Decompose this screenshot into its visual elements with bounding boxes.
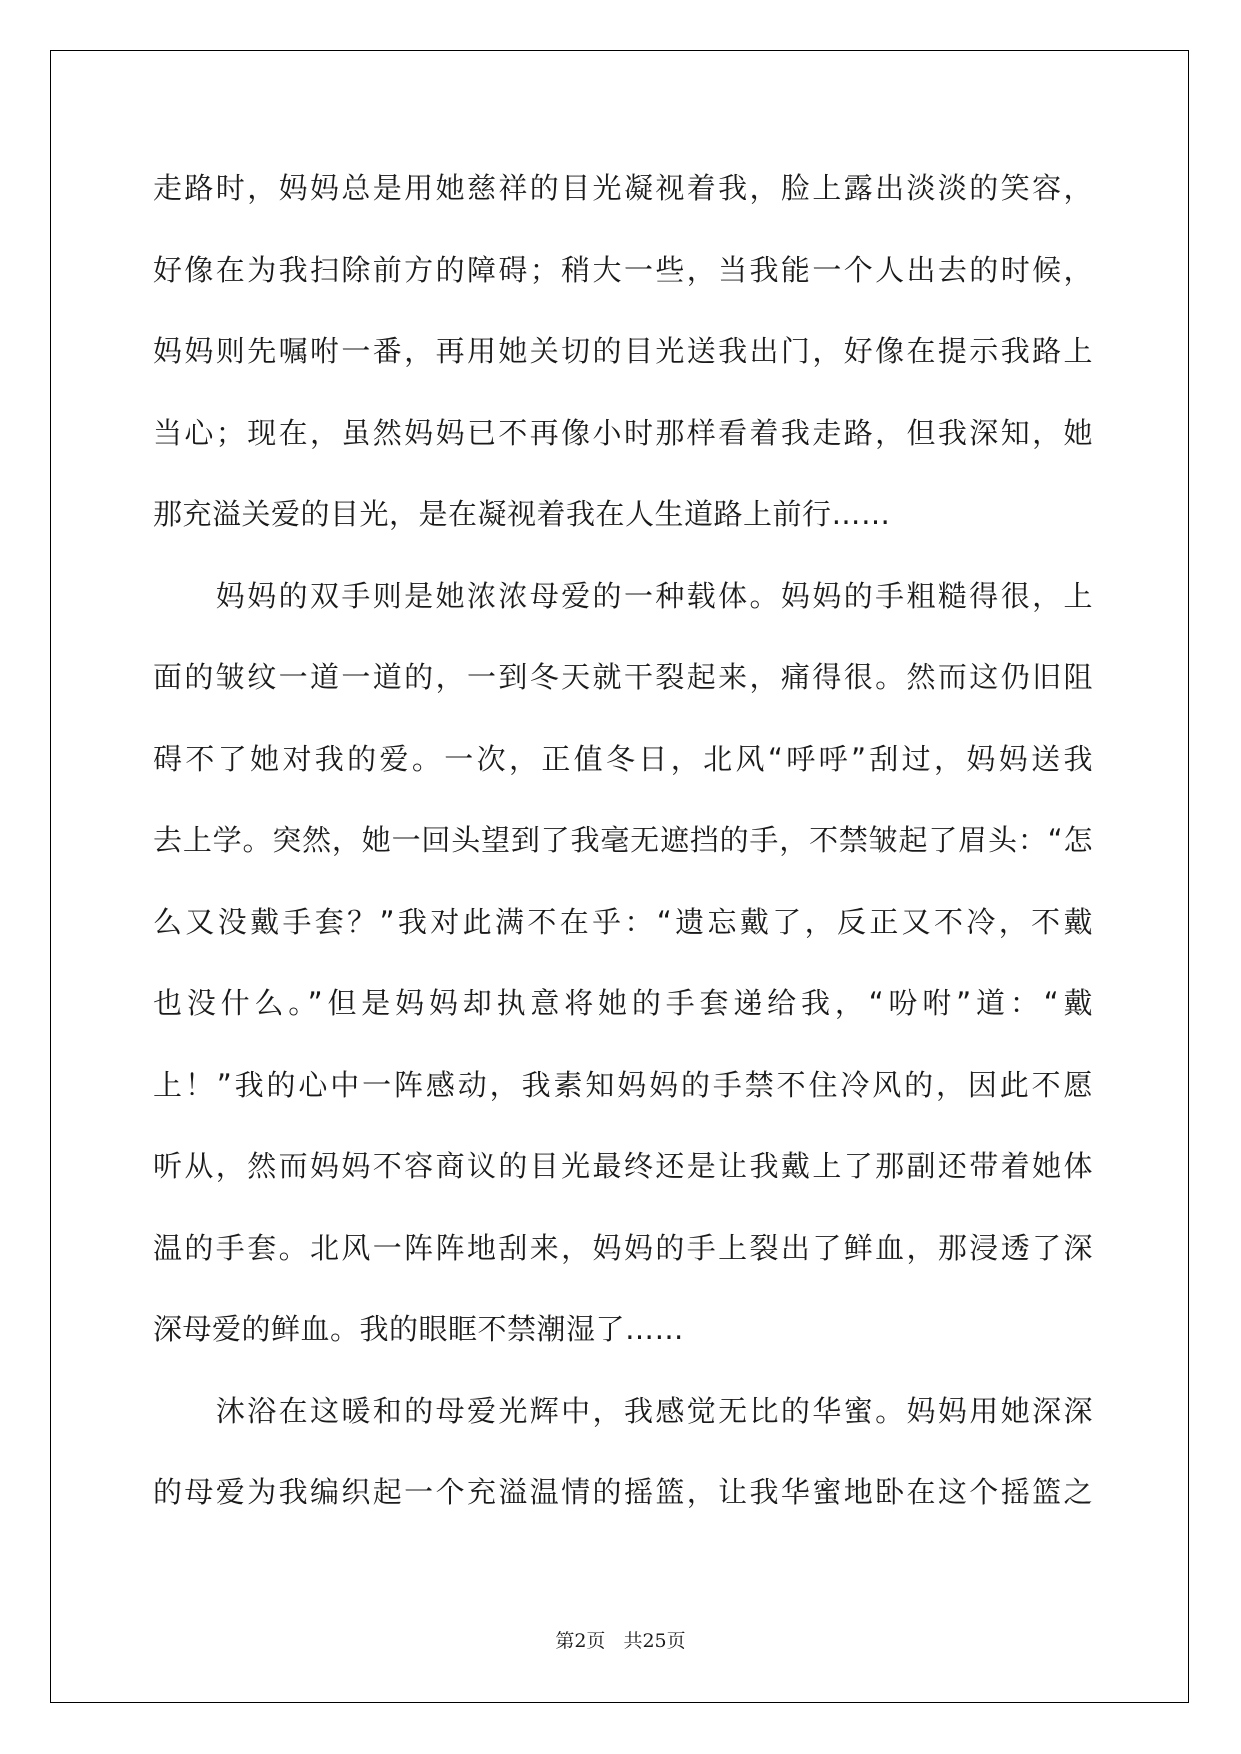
text-line: 去上学。突然，她一回头望到了我毫无遮挡的手，不禁皱起了眉头：“怎: [153, 823, 1093, 857]
page-footer: [0, 1626, 1241, 1653]
text-line: 温的手套。北风一阵阵地刮来，妈妈的手上裂出了鲜血，那浸透了深: [153, 1230, 1093, 1265]
page-total: 共25页: [623, 1630, 686, 1652]
text-line: 的母爱为我编织起一个充溢温情的摇篮，让我华蜜地卧在这个摇篮之: [153, 1475, 1093, 1509]
text-line: 碍不了她对我的爱。一次，正值冬日，北风“呼呼”刮过，妈妈送我: [153, 741, 1093, 776]
page-number: 第2页: [555, 1630, 606, 1652]
document-body: [153, 158, 1093, 1544]
text-line: 听从，然而妈妈不容商议的目光最终还是让我戴上了那副还带着她体: [153, 1149, 1093, 1183]
text-line: 好像在为我扫除前方的障碍；稍大一些，当我能一个人出去的时候，: [153, 252, 1093, 287]
text-line: 么又没戴手套？”我对此满不在乎：“遗忘戴了，反正又不冷，不戴: [153, 904, 1093, 939]
text-line: 上！”我的心中一阵感动，我素知妈妈的手禁不住冷风的，因此不愿: [153, 1067, 1093, 1102]
text-line: 那充溢关爱的目光，是在凝视着我在人生道路上前行……: [153, 497, 891, 531]
text-line: 妈妈则先嘱咐一番，再用她关切的目光送我出门，好像在提示我路上: [153, 334, 1093, 368]
text-line: 也没什么。”但是妈妈却执意将她的手套递给我，“吩咐”道：“戴: [153, 986, 1093, 1020]
text-line: 当心；现在，虽然妈妈已不再像小时那样看着我走路，但我深知，她: [153, 415, 1093, 450]
text-line: 深母爱的鲜血。我的眼眶不禁潮湿了……: [153, 1312, 685, 1346]
text-line: 沐浴在这暖和的母爱光辉中，我感觉无比的华蜜。妈妈用她深深: [153, 1393, 1093, 1428]
text-line: 走路时，妈妈总是用她慈祥的目光凝视着我，脸上露出淡淡的笑容，: [153, 171, 1093, 205]
text-line: 妈妈的双手则是她浓浓母爱的一种载体。妈妈的手粗糙得很，上: [153, 578, 1093, 613]
text-line: 面的皱纹一道一道的，一到冬天就干裂起来，痛得很。然而这仍旧阻: [153, 660, 1093, 694]
